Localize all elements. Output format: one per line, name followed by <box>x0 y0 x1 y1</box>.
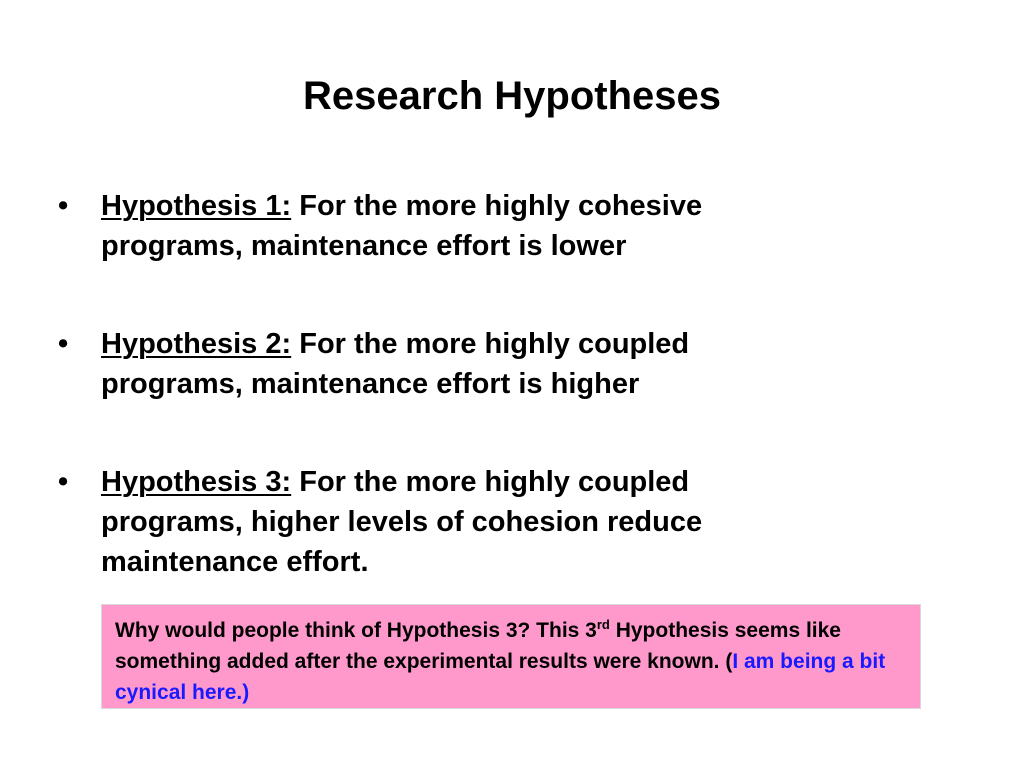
hypothesis-2-text: For the more highly coupled programs, maintenance effort is higher <box>101 328 690 400</box>
bullet-icon: • <box>58 190 69 222</box>
slide-title: Research Hypotheses <box>303 74 721 118</box>
hypothesis-1-label: Hypothesis 1: <box>101 190 292 222</box>
hypothesis-2-label: Hypothesis 2: <box>101 328 292 360</box>
hypothesis-3-text: For the more highly coupled programs, higher levels of cohesion reduce maintenance effort. <box>101 466 703 578</box>
hypothesis-3-label: Hypothesis 3: <box>101 466 292 498</box>
hypothesis-2-item <box>58 324 818 404</box>
note-text-part-2: Hypothesis seems like something added after the experimental results were known. ( <box>115 619 841 673</box>
note-superscript: rd <box>596 617 610 632</box>
bullet-icon: • <box>58 328 69 360</box>
commentary-note-box <box>101 604 921 709</box>
hypothesis-1-text: For the more highly cohesive programs, maintenance effort is lower <box>101 190 703 262</box>
hypothesis-3-item <box>58 462 818 582</box>
note-text-part-1: Why would people think of Hypothesis 3? This 3 <box>115 619 597 642</box>
bullet-icon: • <box>58 466 69 498</box>
note-cynical-aside: I am being a bit cynical here.) <box>115 650 886 704</box>
hypotheses-list <box>58 186 818 582</box>
hypothesis-1-item <box>58 186 818 266</box>
